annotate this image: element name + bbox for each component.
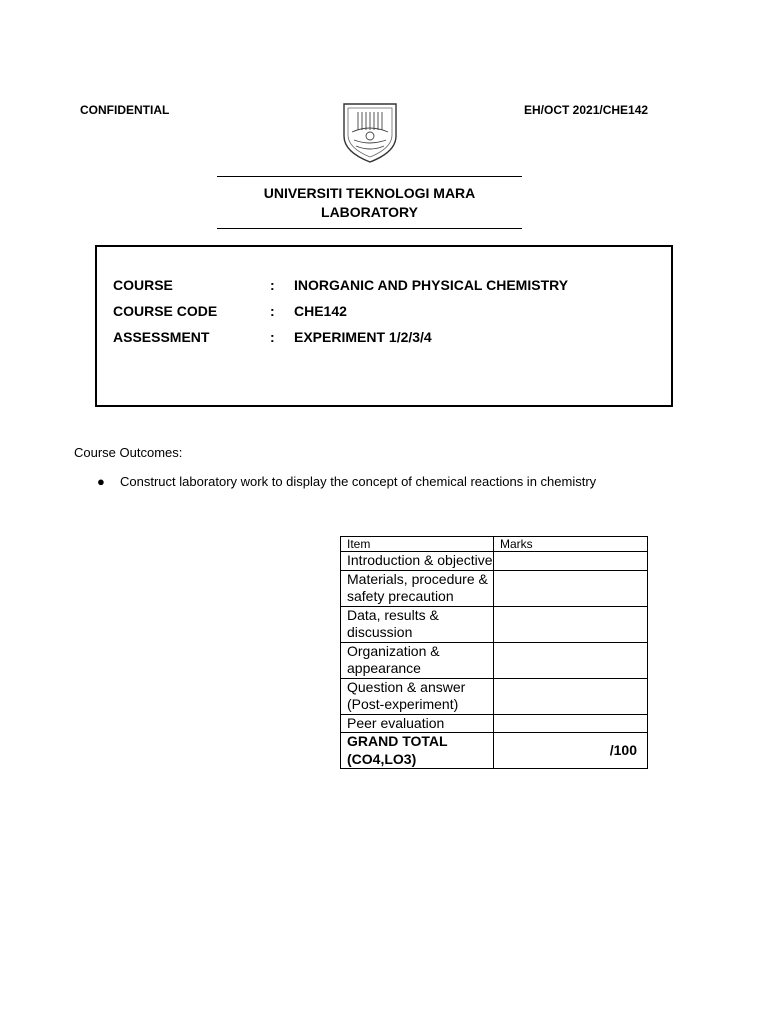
marks-cell bbox=[494, 678, 648, 714]
assessment-label: ASSESSMENT bbox=[113, 329, 210, 345]
table-row bbox=[341, 570, 648, 606]
item-cell: Organization & appearance bbox=[341, 642, 494, 678]
item-cell: Introduction & objective bbox=[341, 552, 494, 571]
header-marks: Marks bbox=[494, 537, 648, 552]
course-label: COURSE bbox=[113, 277, 173, 293]
course-code-value: CHE142 bbox=[294, 303, 347, 319]
university-crest-icon bbox=[338, 100, 402, 166]
course-value: INORGANIC AND PHYSICAL CHEMISTRY bbox=[294, 277, 569, 293]
table-row bbox=[341, 678, 648, 714]
grand-total-value: /100 bbox=[494, 733, 648, 769]
marks-cell bbox=[494, 714, 648, 733]
university-title bbox=[217, 184, 522, 222]
bullet-icon: ● bbox=[97, 474, 105, 489]
marks-cell bbox=[494, 570, 648, 606]
marks-cell bbox=[494, 552, 648, 571]
grand-total-row bbox=[341, 733, 648, 769]
header-item: Item bbox=[341, 537, 494, 552]
course-colon: : bbox=[270, 277, 275, 293]
title-bottom-rule bbox=[217, 228, 522, 229]
confidential-label: CONFIDENTIAL bbox=[80, 103, 170, 117]
assessment-value: EXPERIMENT 1/2/3/4 bbox=[294, 329, 432, 345]
marks-cell bbox=[494, 606, 648, 642]
marks-table bbox=[340, 536, 648, 769]
university-name: UNIVERSITI TEKNOLOGI MARA bbox=[263, 185, 476, 201]
course-code-colon: : bbox=[270, 303, 275, 319]
course-info-box bbox=[95, 245, 673, 407]
grand-total-label-line2: (CO4,LO3) bbox=[347, 750, 417, 767]
course-outcomes-heading: Course Outcomes: bbox=[74, 445, 183, 460]
course-code-label: COURSE CODE bbox=[113, 303, 218, 319]
table-row bbox=[341, 606, 648, 642]
document-type: LABORATORY bbox=[321, 204, 418, 220]
outcome-text: Construct laboratory work to display the concept of chemical reactions in chemistry bbox=[120, 474, 597, 489]
item-cell: Data, results & discussion bbox=[341, 606, 494, 642]
item-cell: Question & answer (Post-experiment) bbox=[341, 678, 494, 714]
grand-total-label bbox=[341, 733, 494, 769]
table-row bbox=[341, 714, 648, 733]
item-cell: Peer evaluation bbox=[341, 714, 494, 733]
assessment-colon: : bbox=[270, 329, 275, 345]
document-code: EH/OCT 2021/CHE142 bbox=[524, 103, 649, 117]
table-row bbox=[341, 642, 648, 678]
table-row bbox=[341, 552, 648, 571]
grand-total-label-line1: GRAND TOTAL bbox=[347, 733, 448, 749]
item-cell: Materials, procedure & safety precaution bbox=[341, 570, 494, 606]
marks-cell bbox=[494, 642, 648, 678]
table-header-row bbox=[341, 537, 648, 552]
title-top-rule bbox=[217, 176, 522, 177]
